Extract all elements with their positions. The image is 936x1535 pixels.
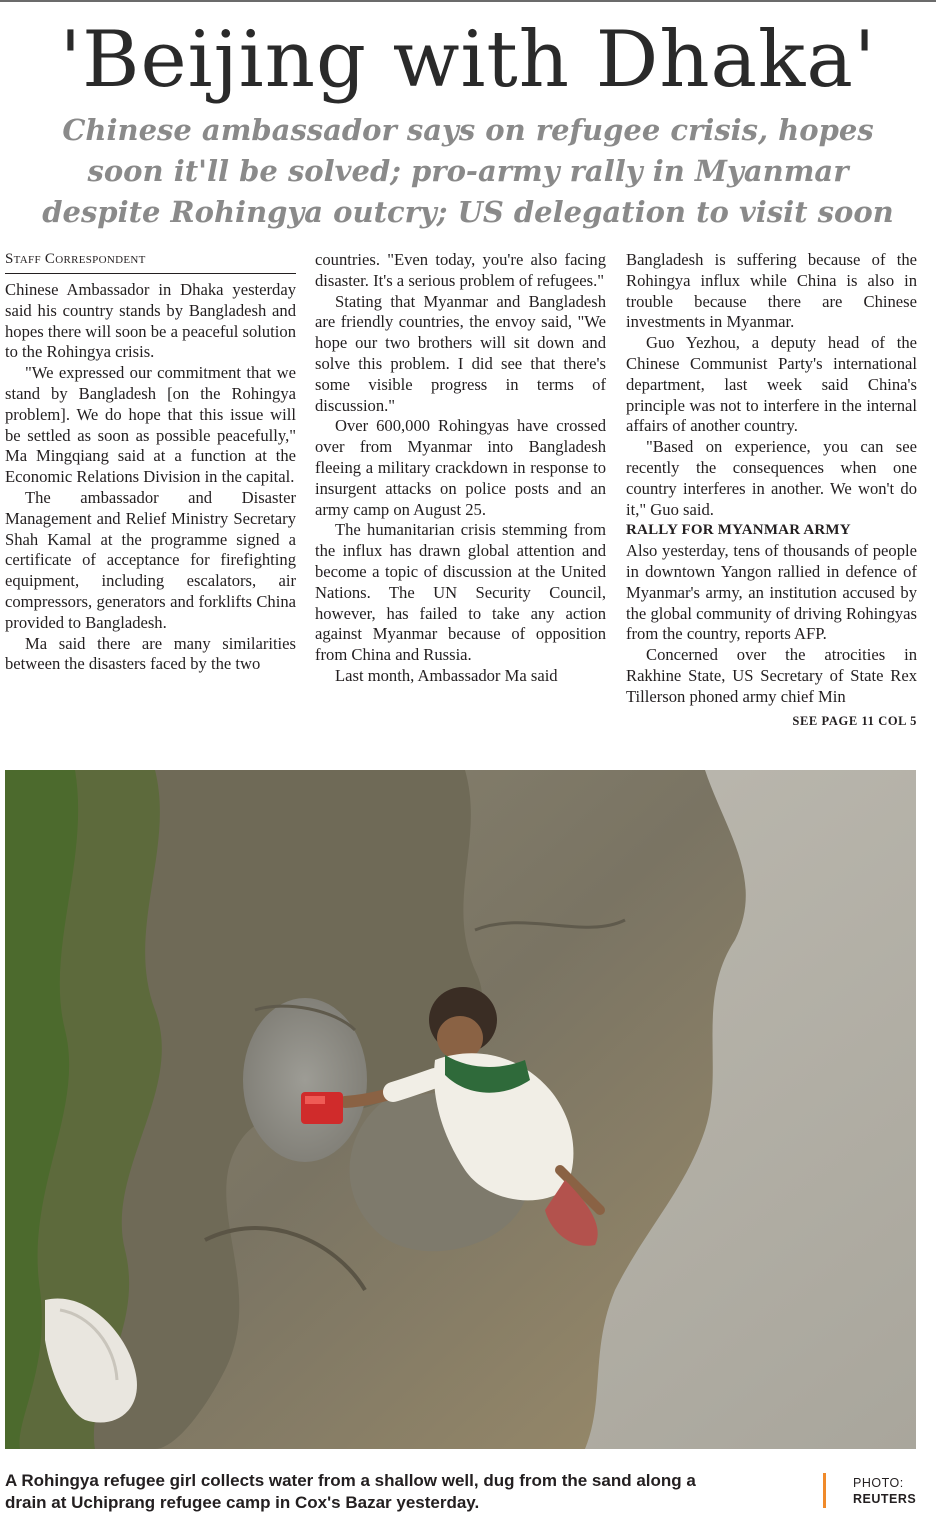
news-photo bbox=[5, 770, 916, 1449]
jump-line[interactable]: SEE PAGE 11 COL 5 bbox=[792, 713, 917, 728]
news-photo-illustration bbox=[5, 770, 916, 1449]
credit-accent-bar bbox=[823, 1473, 826, 1508]
article-column-1 bbox=[5, 250, 296, 675]
paragraph: Bangladesh is suffering because of the Rohingya influx while China is also in trouble because there are Chinese investments in Myanmar. bbox=[626, 250, 917, 332]
photo-credit-source: REUTERS bbox=[853, 1492, 917, 1506]
paragraph: Ma said there are many similarities between the disasters faced by the two bbox=[5, 633, 296, 674]
paragraph: Concerned over the atrocities in Rakhine State, US Secretary of State Rex Tillerson phoned army chief Min bbox=[626, 645, 917, 706]
byline: Staff Correspondent bbox=[5, 250, 296, 274]
subhead: RALLY FOR MYANMAR ARMY bbox=[626, 522, 851, 539]
photo-credit bbox=[853, 1475, 916, 1507]
paragraph: Guo Yezhou, a deputy head of the Chinese Communist Party's international department, last week said China's principle was not to interfere in the internal affairs of another country. bbox=[626, 333, 917, 436]
paragraph: Last month, Ambassador Ma said bbox=[335, 665, 558, 685]
paragraph: "Based on experience, you can see recently the consequences when one country interferes in another. We won't do it," Guo said. bbox=[626, 437, 917, 519]
paragraph: The ambassador and Disaster Management and Relief Ministry Secretary Shah Kamal at the programme signed a certificate of acceptance for firefighting equipment, including escalators, air compressors, generators and forklifts China provided to Bangladesh. bbox=[5, 487, 296, 632]
paragraph: Over 600,000 Rohingyas have crossed over from Myanmar into Bangladesh fleeing a military crackdown in response to insurgent attacks on police posts and an army camp on August 25. bbox=[315, 416, 606, 519]
photo-caption: A Rohingya refugee girl collects water from a shallow well, dug from the sand along a drain at Uchiprang refugee camp in Cox's Bazar yesterday. bbox=[5, 1471, 696, 1512]
top-rule bbox=[0, 0, 936, 2]
paragraph: Stating that Myanmar and Bangladesh are friendly countries, the envoy said, "We hope our two brothers will sit down and solve this problem. I did see that there's some visible progress in terms of discussion." bbox=[315, 291, 606, 415]
deck: Chinese ambassador says on refugee crisis, hopes soon it'll be solved; pro-army rally in Myanmar despite Rohingya outcry; US delegation to visit soon bbox=[42, 113, 894, 229]
paragraph: The humanitarian crisis stemming from the influx has drawn global attention and become a topic of discussion at the United Nations. The UN Security Council, however, has failed to take any action against Myanmar because of opposition from China and Russia. bbox=[315, 520, 606, 665]
paragraph: countries. "Even today, you're also facing disaster. It's a serious problem of refugees." bbox=[315, 250, 606, 290]
paragraph: Chinese Ambassador in Dhaka yesterday said his country stands by Bangladesh and hopes there will soon be a peaceful solution to the Rohingya crisis. bbox=[5, 280, 296, 362]
paragraph: "We expressed our commitment that we stand by Bangladesh [on the Rohingya problem]. We do hope that this issue will be settled as soon as possible peacefully," Ma Mingqiang said at a function at the Economic Relations Division in the capital. bbox=[5, 363, 296, 487]
photo-credit-label: PHOTO: bbox=[853, 1476, 904, 1490]
headline: 'Beijing with Dhaka' bbox=[59, 15, 877, 105]
article-column-3 bbox=[626, 250, 917, 731]
paragraph: Also yesterday, tens of thousands of people in downtown Yangon rallied in defence of Myanmar's army, an institution accused by the global community of driving Rohingyas from the country, reports AFP. bbox=[626, 541, 917, 644]
article-column-2 bbox=[315, 250, 606, 687]
